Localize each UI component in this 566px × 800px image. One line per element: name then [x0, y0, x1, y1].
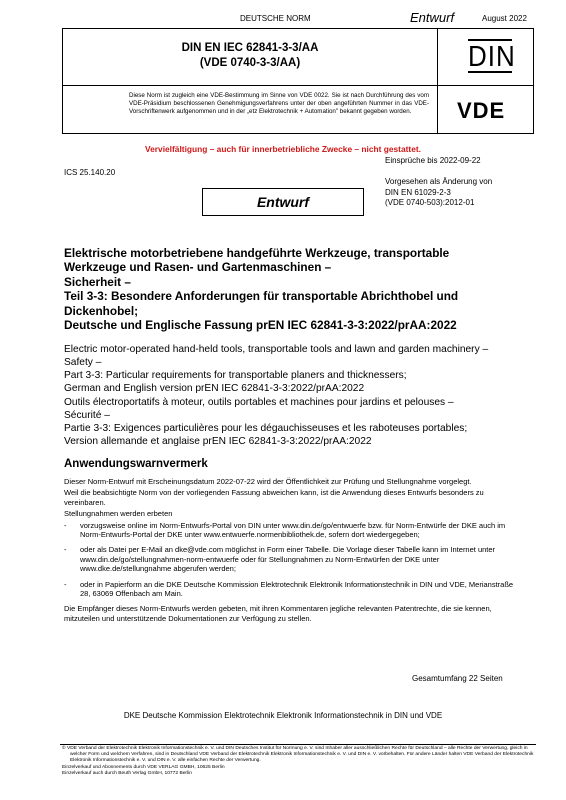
reproduction-notice: Vervielfältigung – auch für innerbetriebliche Zwecke – nicht gestattet.: [145, 144, 421, 154]
list-item-text: oder als Datei per E-Mail an dke@vde.com möglichst in Form einer Tabelle. Die Vorlage dieser Tabelle kann im Internet unter www.din.de/go/stellungnahmen-norm-entwuerfe oder für Stellungnahmen zu Norm-Entwürfen der DKE unter www.dke.de/stellungnahme abgerufen werden;: [80, 545, 496, 574]
title-de-line6: Deutsche und Englische Fassung prEN IEC 62841-3-3:2022/prAA:2022: [64, 318, 457, 333]
norm-label: DEUTSCHE NORM: [240, 14, 311, 23]
replaces-line2: DIN EN 61029-2-3: [385, 187, 451, 197]
title-fr-line3: Partie 3-3: Exigences particulières pour les dégauchisseuses et les raboteuses portables;: [64, 423, 468, 434]
frame-divider: [437, 29, 438, 85]
title-fr-line4: Version allemande et anglaise prEN IEC 62841-3-3:2022/prAA:2022: [64, 436, 372, 447]
bottom-divider: [60, 744, 536, 745]
title-frame: [62, 28, 534, 134]
draft-box: Entwurf: [202, 188, 364, 216]
list-dash: -: [64, 579, 67, 589]
title-de-line5: Dickenhobel;: [64, 303, 139, 318]
title-english: [64, 343, 534, 395]
total-pages: Gesamtumfang 22 Seiten: [412, 674, 503, 683]
sales-line2: Einzelverkauf auch durch Beuth Verlag GmbH, 10772 Berlin: [62, 770, 192, 776]
warning-para3: Stellungnahmen werden erbeten: [64, 509, 173, 519]
dke-line: DKE Deutsche Kommission Elektrotechnik Elektronik Informationstechnik in DIN und VDE: [123, 711, 443, 720]
frame-divider: [437, 86, 438, 133]
title-de-line3: Sicherheit –: [64, 274, 131, 289]
draft-label: Entwurf: [410, 10, 455, 25]
title-en-line4: German and English version prEN IEC 62841-3-3:2022/prAA:2022: [64, 383, 365, 394]
vde-row: [63, 86, 533, 133]
vde-logo: VDE: [457, 98, 506, 123]
list-dash: -: [64, 545, 67, 555]
standard-number: [63, 41, 437, 71]
ics-code: ICS 25.140.20: [64, 168, 116, 177]
warning-closing: Die Empfänger dieses Norm-Entwurfs werden gebeten, mit ihren Kommentaren jegliche relevanten Patentrechte, die sie kennen, mitzuteilen und unterstützende Dokumentationen zur Verfügung zu stellen.: [64, 604, 492, 623]
title-en-line3: Part 3-3: Particular requirements for transportable planers and thicknessers;: [64, 370, 407, 381]
title-fr-line2: Sécurité –: [64, 410, 110, 421]
din-logo: [468, 39, 516, 73]
standard-number-row: [63, 29, 533, 86]
list-item: [64, 580, 524, 599]
vde-notice: Diese Norm ist zugleich eine VDE-Bestimmung im Sinne von VDE 0022. Sie ist nach Durchführung des vom VDE-Präsidium beschlossenen Genehmigungsverfahrens unter der oben angeführten Nummer in das VDE-Vorschriftenwerk aufgenommen und in der „etz Elektrotechnik + Automation" bekannt gegeben worden.: [129, 92, 429, 115]
list-item-text: oder in Papierform an die DKE Deutsche Kommission Elektrotechnik Elektronik Informationstechnik in DIN und VDE, Merianstraße 28, 63069 Offenbach am Main.: [80, 579, 514, 599]
warning-body: [64, 477, 524, 625]
din-logo-text: DIN: [468, 39, 516, 73]
list-dash: -: [64, 520, 67, 530]
replaces-line3: (VDE 0740-503):2012-01: [385, 198, 475, 207]
title-de-line2: Werkzeuge und Rasen- und Gartenmaschinen –: [64, 260, 332, 275]
sales-line1: Einzelverkauf und Abonnements durch VDE VERLAG GMBH, 10625 Berlin: [62, 764, 225, 770]
standard-number-line1: DIN EN IEC 62841-3-3/AA: [181, 42, 319, 54]
page-header: [0, 10, 566, 26]
replaces-line1: Vorgesehen als Änderung von: [385, 177, 493, 186]
objections-deadline: Einsprüche bis 2022-09-22: [385, 156, 481, 165]
issue-date: August 2022: [482, 14, 527, 23]
warning-heading: Anwendungswarnvermerk: [64, 458, 208, 470]
title-german: [64, 246, 534, 332]
list-item: [64, 521, 524, 540]
list-item-text: vorzugsweise online im Norm-Entwurfs-Portal von DIN unter www.din.de/go/entwuerfe bzw. für Norm-Entwürfe der DKE auch im Norm-Entwurfs-Portal der DKE unter www.entwuerfe.normenbibliothek.de, sofern dort wiedergegeben;: [80, 520, 506, 540]
copyright-text: © VDE Verband der Elektrotechnik Elektronik Informationstechnik e. V. und DIN Deutsches Institut für Normung e. V. sind Inhaber aller ausschließlichen Rechte für Deutschland – alle Rechte der Verwertung, gleich in welcher Form und welchem Verfahren, sind in Deutschland VDE Verband der Elektrotechnik Elektronik Informationstechnik e. V. und DIN e. V. vorbehalten. Für andere Länder halten VDE Verband der Elektrotechnik Elektronik Informationstechnik e. V. und DIN e. V. alle einfachen Rechte der Verwertung.: [62, 746, 534, 764]
list-item: [64, 545, 524, 573]
warning-para2: Weil die beabsichtigte Norm von der vorliegenden Fassung abweichen kann, ist die Anwendung dieses Entwurfs besonders zu vereinbaren.: [64, 488, 484, 507]
copyright-block: [62, 746, 536, 777]
title-fr-line1: Outils électroportatifs à moteur, outils portables et machines pour jardins et pelouses –: [64, 397, 454, 408]
title-de-line1: Elektrische motorbetriebene handgeführte Werkzeuge, transportable: [64, 246, 450, 260]
title-en-line1: Electric motor-operated hand-held tools, transportable tools and lawn and garden machinery –: [64, 344, 489, 355]
replaces-note: [385, 177, 535, 209]
title-french: [64, 396, 534, 448]
warning-para1: Dieser Norm-Entwurf mit Erscheinungsdatum 2022-07-22 wird der Öffentlichkeit zur Prüfung und Stellungnahme vorgelegt.: [64, 477, 472, 486]
title-en-line2: Safety –: [64, 357, 102, 368]
standard-number-line2: (VDE 0740-3-3/AA): [199, 57, 301, 69]
title-de-line4: Teil 3-3: Besondere Anforderungen für transportable Abrichthobel und: [64, 289, 459, 304]
